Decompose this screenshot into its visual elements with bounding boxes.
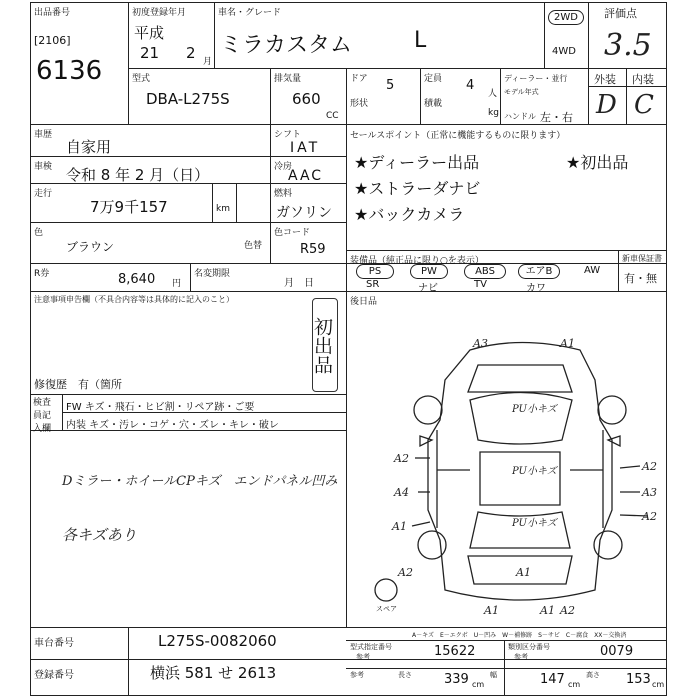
warranty: 有・無 [624,272,657,285]
length: 339 [444,672,469,687]
ac: AAC [288,168,324,184]
mark-bumper-a1: A1 [484,604,499,617]
width-label: 幅 [490,671,497,679]
recycle-unit: 円 [172,279,182,289]
model-year-label: モデル年式 [504,88,539,96]
repair-label: 修復歴 [34,378,67,391]
chassis-number: L275S-0082060 [158,632,277,650]
grade: L [414,28,427,53]
handle-label: ハンドル [504,112,536,121]
category-label: 車歴 [34,130,53,140]
height: 153 [626,672,651,687]
category: 自家用 [66,138,112,156]
shift: IAT [290,140,321,156]
height-unit: cm [652,680,665,689]
month-unit: 月 [203,57,213,67]
mark-left-a4: A4 [394,486,409,499]
caution-label: 注意事項申告欄（不具合内容等は具体的に記入のこと） [34,295,234,304]
class-no-label: 類別区分番号 [508,643,550,651]
type-ref-label: 参考 [356,653,370,661]
era: 平成 [134,24,165,42]
selling-points-label: セールスポイント（正常に機能するものに限ります） [350,131,566,141]
shape-label: 形状 [350,99,369,109]
rear-items-label: 後日品 [350,297,378,307]
exterior-grade: D [596,90,617,120]
capacity-label: 定員 [424,74,443,84]
handle: 左・右 [540,111,573,124]
selling-point-2: ★初出品 [566,153,629,172]
fuel-label: 燃料 [274,189,293,199]
mark-right-a2: A2 [642,460,657,473]
handwritten-note-1: Dミラー・ホイールCPキズ エンドパネル凹み [62,474,338,489]
equip-sr: SR [366,279,380,290]
fw-check-row: FW キズ・飛石・ヒビ割・リペア跡・ご要 [66,402,255,413]
ac-label: 冷房 [274,162,293,172]
repair-value: 有（箇所 [78,378,122,391]
inspection: 令和 8 年 2 月（日） [66,166,210,184]
mark-front-a1: A1 [560,337,575,350]
reg-month: 2 [186,44,196,62]
mark-left-rear-a2: A2 [398,566,413,579]
drive-2wd: 2WD [548,10,584,25]
car-name: ミラカスタム [220,33,353,58]
handwritten-note-2: 各キズあり [62,526,137,544]
lot-number: 6136 [36,56,103,86]
dealer-label: ディーラー・並行 [504,74,568,83]
displacement-label: 排気量 [274,74,302,84]
class-no: 0079 [600,644,634,659]
mark-roof-pu: PU小キズ [512,466,557,477]
interior-grade: C [634,90,654,120]
exterior-label: 外装 [594,73,616,86]
equip-leather: カワ [526,283,546,294]
chassis-label: 車台番号 [34,638,74,649]
mark-left-a1: A1 [392,520,407,533]
type-no: 15622 [434,644,476,659]
mark-trunk-pu: PU小キズ [512,518,557,529]
warranty-label: 新車保証書 [622,254,662,263]
class-ref-label: 参考 [514,653,528,661]
shift-label: シフト [274,130,302,140]
mark-right-a2b: A2 [642,510,657,523]
mark-rear-a1: A1 [516,566,531,579]
selling-point-1: ★ディーラー出品 [354,153,480,172]
dim-ref-label: 参考 [350,671,364,679]
displacement: 660 [292,90,321,108]
plate-label: 登録番号 [34,670,74,681]
equip-abs: ABS [464,264,506,279]
equip-navi: ナビ [418,283,438,294]
equipment-label: 装備品（純正品に限り○を表示） [350,256,484,266]
length-label: 長さ [398,671,412,679]
equip-ps: PS [356,264,394,279]
model: DBA-L275S [146,90,230,108]
model-label: 型式 [132,74,151,84]
first-reg-label: 初度登録年月 [132,8,187,18]
selling-point-4: ★バックカメラ [354,205,465,224]
color-label: 色 [34,228,44,238]
damage-legend: A－キズ E－エクボ U－凹み W－補修跡 S－サビ C－腐食 XX－交換済 [412,632,627,639]
height-label: 高さ [586,671,600,679]
displacement-unit: CC [326,111,339,121]
doors: 5 [386,78,395,93]
color-change-label: 色替 [244,241,263,251]
mark-right-a3: A3 [642,486,657,499]
mark-hood-pu: PU小キズ [512,404,557,415]
lot-code: [2106] [34,34,71,47]
mileage-label: 走行 [34,189,53,199]
score: 3.5 [604,28,652,63]
type-no-label: 型式指定番号 [350,643,392,651]
color-code-label: 色コード [274,228,311,238]
capacity-unit: 人 [488,89,498,99]
car-name-label: 車名・グレード [218,8,282,18]
name-change-value: 月 日 [284,278,314,289]
interior-label: 内装 [632,73,654,86]
mark-front-a3: A3 [473,337,488,350]
drive-4wd: 4WD [552,46,576,57]
width-unit: cm [568,680,581,689]
load-unit: kg [488,108,499,118]
plate-number: 横浜 581 せ 2613 [150,664,277,682]
equip-aw: AW [584,265,601,276]
lot-label: 出品番号 [34,8,71,18]
recycle-label: R券 [34,269,50,279]
recycle-fee: 8,640 [118,272,156,287]
name-change-label: 名変期限 [194,269,231,279]
length-unit: cm [472,680,485,689]
capacity: 4 [466,78,475,93]
width: 147 [540,672,565,687]
mark-bumper-a1b: A1 [540,604,555,617]
color-code: R59 [300,242,326,257]
fuel: ガソリン [276,205,332,221]
inspector-label: 検査員記入欄 [33,398,52,434]
inspection-label: 車検 [34,162,53,172]
equip-tv: TV [474,279,487,290]
first-listing-stamp: 初出品 [312,298,338,392]
selling-point-3: ★ストラーダナビ [354,179,481,198]
color: ブラウン [66,240,115,254]
doors-label: ドア [350,74,368,84]
equip-pw: PW [410,264,448,279]
score-label: 評価点 [604,7,637,20]
mark-left-a2: A2 [394,452,409,465]
mileage-unit: km [216,204,230,214]
equip-airbag: エアB [518,264,560,279]
spare-label: スペア [376,605,397,613]
mileage: 7万9千157 [90,198,168,216]
mark-bumper-a2: A2 [560,604,575,617]
reg-year: 21 [140,44,160,62]
interior-check-row: 内装 キズ・汚レ・コゲ・穴・ズレ・キレ・破レ [66,420,279,431]
load-label: 積載 [424,99,443,109]
